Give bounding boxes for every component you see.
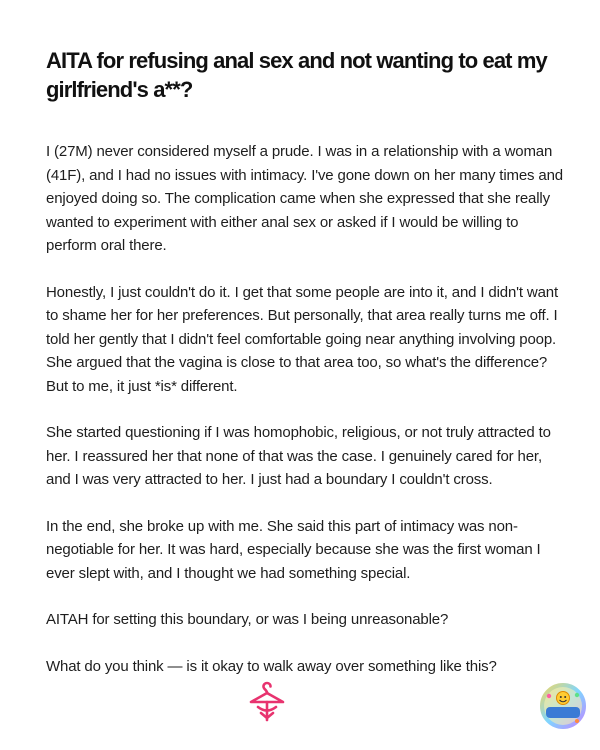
post-paragraph: What do you think — is it okay to walk away over something like this? [46,657,497,675]
hanger-bow-icon [246,680,288,724]
post-body [46,140,566,678]
site-badge-icon [537,680,589,732]
post-paragraph: In the end, she broke up with me. She said this part of intimacy was non-negotiable for her. It was hard, especially because she was the first woman I ever slept with, and I thought we had something special. [46,517,541,582]
post-paragraph: Honestly, I just couldn't do it. I get that some people are into it, and I didn't want to shame her for her preferences. But personally, that area really turns me off. I told her gently that I didn't feel comfortable going near anything involving poop. She argued that the vagina is close to that area too, so what's the difference? But to me, it just *is* different. [46,283,559,395]
post-title: AITA for refusing anal sex and not wanting to eat my girlfriend's a**? [46,48,547,102]
post-paragraph: AITAH for setting this boundary, or was I being unreasonable? [46,611,449,628]
post-paragraph: She started questioning if I was homophobic, religious, or not truly attracted to her. I reassured her that none of that was the case. I genuinely cared for her, and I was very attracted to her. I just had a boundary I couldn't cross. [46,424,551,488]
post-paragraph: I (27M) never considered myself a prude. I was in a relationship with a woman (41F), and I had no issues with intimacy. I've gone down on her many times and enjoyed doing so. The complication came when she expressed that she really wanted to experiment with either anal sex or asked if I would be willing to perform oral there. [46,143,563,254]
